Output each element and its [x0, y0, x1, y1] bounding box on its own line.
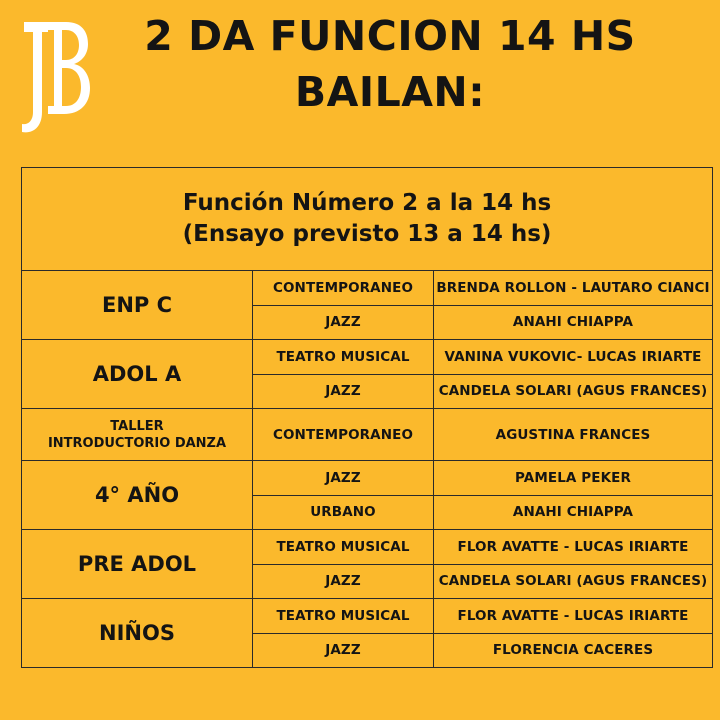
group-name — [22, 409, 253, 461]
teacher-cell: FLORENCIA CACERES — [434, 633, 713, 668]
teacher-cell: BRENDA ROLLON - LAUTARO CIANCI — [434, 271, 713, 306]
schedule-table — [21, 167, 713, 668]
teacher-cell: PAMELA PEKER — [434, 461, 713, 496]
group-name: 4° AÑO — [22, 461, 253, 530]
group-name: PRE ADOL — [22, 530, 253, 599]
style-cell: CONTEMPORANEO — [253, 271, 434, 306]
group-name: ADOL A — [22, 340, 253, 409]
style-cell: URBANO — [253, 495, 434, 530]
style-cell: JAZZ — [253, 374, 434, 409]
table-header-line-1: Función Número 2 a la 14 hs — [182, 190, 552, 216]
teacher-cell: FLOR AVATTE - LUCAS IRIARTE — [434, 599, 713, 634]
table-header-line-2: (Ensayo previsto 13 a 14 hs) — [182, 221, 552, 247]
teacher-cell: FLOR AVATTE - LUCAS IRIARTE — [434, 530, 713, 565]
teacher-cell: CANDELA SOLARI (AGUS FRANCES) — [434, 564, 713, 599]
group-name-line-2: INTRODUCTORIO DANZA — [47, 435, 227, 451]
style-cell: CONTEMPORANEO — [253, 409, 434, 461]
style-cell: JAZZ — [253, 564, 434, 599]
group-name: ENP C — [22, 271, 253, 340]
title-line-1: 2 DA FUNCION 14 HS — [144, 12, 636, 60]
style-cell: JAZZ — [253, 305, 434, 340]
table-header — [22, 168, 713, 271]
teacher-cell: ANAHI CHIAPPA — [434, 305, 713, 340]
teacher-cell: ANAHI CHIAPPA — [434, 495, 713, 530]
style-cell: TEATRO MUSICAL — [253, 530, 434, 565]
style-cell: TEATRO MUSICAL — [253, 340, 434, 375]
style-cell: JAZZ — [253, 633, 434, 668]
teacher-cell: CANDELA SOLARI (AGUS FRANCES) — [434, 374, 713, 409]
jb-logo — [18, 14, 92, 138]
title-line-2: BAILAN: — [294, 68, 486, 116]
style-cell: JAZZ — [253, 461, 434, 496]
group-name: NIÑOS — [22, 599, 253, 668]
group-name-line-1: TALLER — [110, 418, 164, 434]
teacher-cell: VANINA VUKOVIC- LUCAS IRIARTE — [434, 340, 713, 375]
page-title — [100, 8, 680, 120]
style-cell: TEATRO MUSICAL — [253, 599, 434, 634]
teacher-cell: AGUSTINA FRANCES — [434, 409, 713, 461]
